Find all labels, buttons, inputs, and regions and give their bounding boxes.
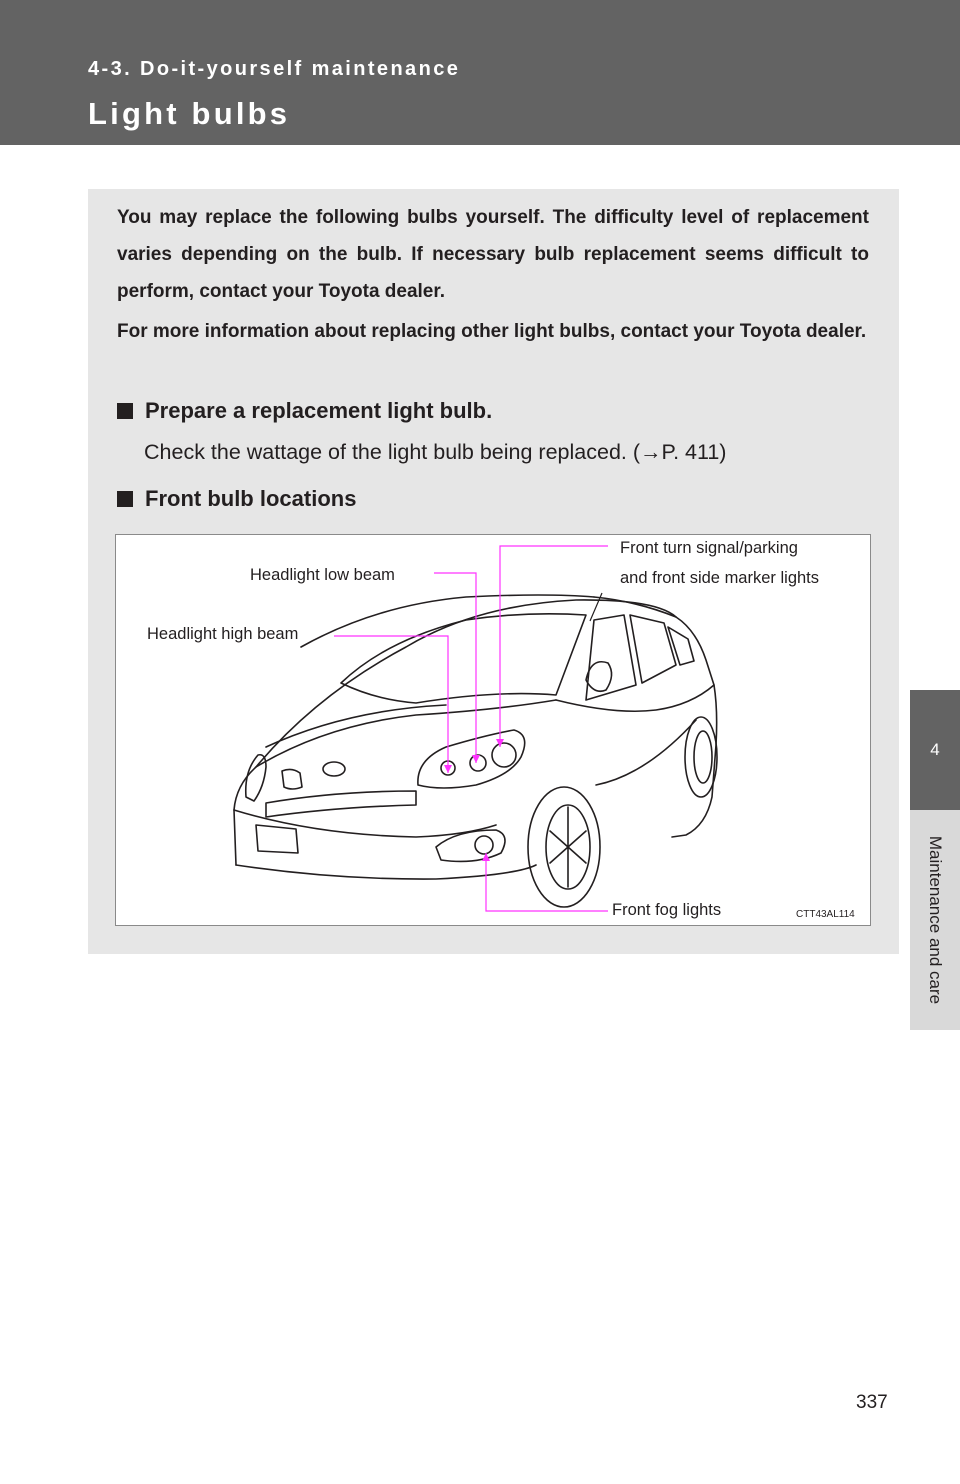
bullet-square-icon: [117, 403, 133, 419]
page-header: [0, 0, 960, 145]
callout-front-fog-lights: Front fog lights: [612, 901, 722, 919]
bullet-square-icon: [117, 491, 133, 507]
intro-paragraph: You may replace the following bulbs yourself. The difficulty level of replacement varies depending on the bulb. If necessary bulb replacement seems difficult to perform, contact your Toyota dealer.: [117, 207, 869, 302]
bullet-body: Check the wattage of the light bulb being replaced. (→P. 411): [144, 440, 727, 464]
chapter-title: Maintenance and care: [926, 835, 945, 1005]
callout-headlight-low-beam: Headlight low beam: [250, 566, 395, 584]
chapter-side-label: [910, 810, 960, 1030]
bullet-heading: [117, 398, 492, 424]
content-box: [88, 189, 899, 954]
page-number: 337: [856, 1392, 888, 1413]
bullet-heading: [117, 486, 356, 512]
intro-paragraph: For more information about replacing other light bulbs, contact your Toyota dealer.: [117, 321, 867, 342]
callout-front-turn-signal: Front turn signal/parking: [620, 539, 798, 557]
callout-front-side-marker: and front side marker lights: [620, 569, 820, 587]
section-label: 4-3. Do-it-yourself maintenance: [88, 58, 461, 80]
chapter-number: 4: [930, 740, 940, 759]
bullet-heading-text: Prepare a replacement light bulb.: [145, 398, 493, 423]
front-bulb-locations-figure: [115, 534, 871, 926]
page-title: Light bulbs: [88, 96, 291, 131]
bullet-heading-text: Front bulb locations: [145, 486, 357, 511]
car-illustration: [116, 535, 872, 927]
callout-headlight-high-beam: Headlight high beam: [147, 625, 299, 643]
chapter-tab: [910, 690, 960, 810]
figure-code: CTT43AL114: [796, 909, 855, 920]
